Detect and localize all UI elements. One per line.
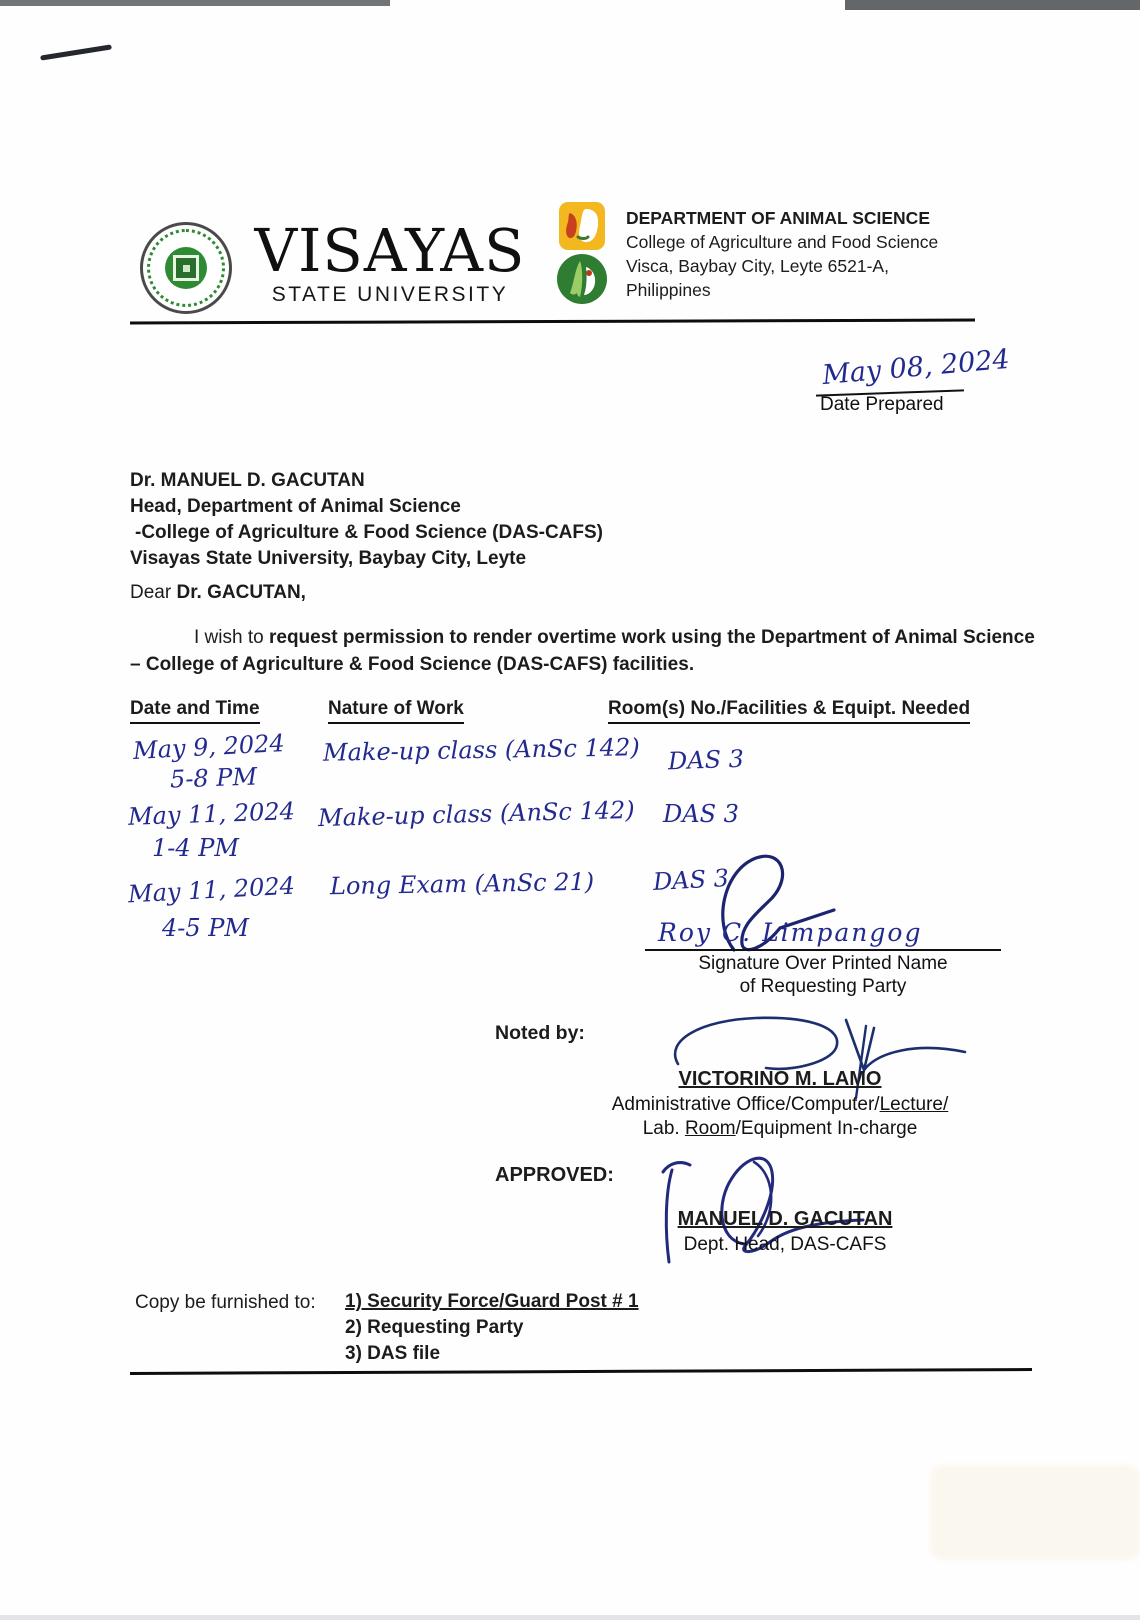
- footer-divider: [130, 1368, 1032, 1375]
- row2-work: Make-up class (AnSc 142): [317, 795, 636, 833]
- scan-edge-artifact-top-left: [0, 0, 390, 6]
- letterhead-divider: [130, 319, 975, 325]
- row1-room: DAS 3: [667, 744, 745, 776]
- row2-date: May 11, 2024: [127, 797, 296, 831]
- university-name: VISAYAS: [254, 216, 526, 285]
- das-yellow-logo-icon: [558, 201, 606, 256]
- college-name: College of Agriculture and Food Science: [626, 232, 939, 252]
- request-paragraph: [130, 624, 1044, 678]
- requesting-party-signature-line: [645, 949, 1001, 951]
- copy-item-requesting-party: 2) Requesting Party: [345, 1317, 524, 1338]
- copy-furnished-label: Copy be furnished to:: [135, 1292, 316, 1313]
- row1-date: May 9, 2024: [132, 729, 286, 765]
- copy-item-das-file: 3) DAS file: [345, 1343, 441, 1364]
- addressee-university: Visayas State University, Baybay City, Leyte: [130, 548, 527, 569]
- letterhead-department-block: [626, 206, 966, 302]
- salutation-name: Dr. GACUTAN,: [176, 582, 306, 603]
- row1-work: Make-up class (AnSc 142): [322, 733, 640, 767]
- addressee-college: -College of Agriculture & Food Science (DAS-CAFS): [135, 522, 603, 543]
- noted-by-title-lecture: Lecture/: [879, 1094, 949, 1115]
- of-requesting-party-label: of Requesting Party: [739, 976, 907, 997]
- noted-by-name: VICTORINO M. LAMO: [678, 1068, 882, 1090]
- approved-by-name: MANUEL D. GACUTAN: [677, 1208, 893, 1230]
- noted-by-title-incharge: /Equipment In-charge: [735, 1118, 918, 1139]
- vsu-seal-core: [165, 247, 207, 289]
- handwritten-date: May 08, 2024: [821, 343, 1011, 392]
- noted-by-title-part1: Administrative Office/Computer/: [611, 1094, 880, 1115]
- requesting-party-handwritten-name: Roy C. Limpangog: [658, 918, 923, 947]
- university-subtitle: STATE UNIVERSITY: [271, 283, 509, 306]
- pen-mark: [40, 44, 112, 60]
- scan-edge-artifact-top-right: [845, 0, 1140, 10]
- signature-over-printed-name-label: Signature Over Printed Name: [698, 953, 948, 974]
- salutation-prefix: Dear: [130, 582, 177, 603]
- department-name: DEPARTMENT OF ANIMAL SCIENCE: [626, 208, 930, 228]
- address-line-1: Visca, Baybay City, Leyte 6521-A,: [626, 256, 889, 276]
- column-header-date-time: Date and Time: [130, 698, 260, 724]
- addressee-title: Head, Department of Animal Science: [130, 496, 461, 517]
- das-green-logo-icon: [556, 253, 608, 310]
- noted-by-title-line1: [580, 1094, 980, 1116]
- row3-work: Long Exam (AnSc 21): [329, 867, 595, 901]
- noted-by-label: Noted by:: [495, 1022, 585, 1044]
- row3-room: DAS 3: [652, 864, 730, 896]
- approved-by-title: Dept. Head, DAS-CAFS: [683, 1234, 887, 1255]
- vsu-seal-dot: [183, 265, 190, 272]
- university-wordmark: [250, 216, 530, 307]
- request-intro: I wish to: [194, 627, 269, 648]
- noted-by-title-lab: Lab.: [642, 1118, 685, 1139]
- column-header-room: Room(s) No./Facilities & Equipt. Needed: [608, 698, 970, 724]
- address-line-2: Philippines: [626, 280, 711, 300]
- vsu-seal-frame: [173, 255, 199, 281]
- vsu-seal-logo: [140, 222, 232, 314]
- row2-time: 1-4 PM: [152, 834, 239, 862]
- row1-time: 5-8 PM: [169, 762, 258, 794]
- addressee-name: Dr. MANUEL D. GACUTAN: [130, 470, 365, 491]
- scan-edge-artifact-bottom: [0, 1615, 1140, 1620]
- row3-date: May 11, 2024: [127, 871, 296, 909]
- row2-room: DAS 3: [663, 800, 739, 828]
- addressee-block: [130, 468, 603, 572]
- salutation: [130, 582, 306, 604]
- row3-time: 4-5 PM: [162, 914, 249, 942]
- approved-label: APPROVED:: [495, 1164, 614, 1186]
- copy-item-security-force: 1) Security Force/Guard Post # 1: [345, 1291, 639, 1312]
- scan-stain: [930, 1465, 1140, 1560]
- noted-by-title-room: Room: [684, 1118, 736, 1139]
- request-bold-text: request permission to render overtime work using the Department of Animal Science – College of Agriculture & Food Science (DAS-CAFS) facilities.: [130, 627, 1035, 675]
- column-header-nature-of-work: Nature of Work: [328, 698, 464, 724]
- noted-by-title-line2: [580, 1118, 980, 1140]
- date-prepared-label: Date Prepared: [820, 394, 944, 415]
